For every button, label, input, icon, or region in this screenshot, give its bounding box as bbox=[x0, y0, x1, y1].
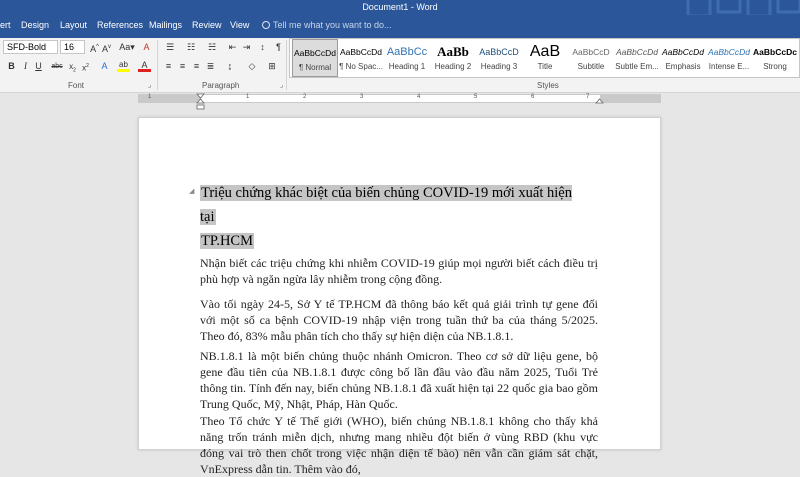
paragraph-4[interactable]: Theo Tổ chức Y tế Thế giới (WHO), biến chủng NB.1.8.1 không cho thấy khả năng trốn tránh miễn dịch, nhưng mang nhiều đột biến ở vùng RBD (khu vực đóng vai trò then chốt trong việc nhận diện tế bào) nên vẫn cần giám sát chặt, VnExpress dẫn tin. Thêm vào đó, bbox=[200, 414, 598, 476]
style-sample: AaB bbox=[529, 43, 561, 60]
sort-icon[interactable]: ↕ bbox=[260, 42, 265, 52]
font-name-box[interactable]: SFD-Bold bbox=[3, 40, 58, 54]
decrease-indent-icon[interactable]: ⇤ bbox=[228, 42, 237, 52]
tab-review[interactable]: Review bbox=[192, 20, 222, 30]
style-name: ¶ No Spac... bbox=[339, 62, 383, 71]
font-dialog-launcher-icon[interactable]: ⌟ bbox=[148, 82, 152, 89]
multilevel-list-icon[interactable]: ☵ bbox=[207, 42, 217, 52]
style-intense-emphasis[interactable] bbox=[706, 39, 752, 77]
style-heading-1[interactable] bbox=[384, 39, 430, 77]
font-size-box[interactable]: 16 bbox=[60, 40, 85, 54]
style-sample: AaBbCcD bbox=[479, 47, 519, 57]
tell-me-placeholder: Tell me what you want to do... bbox=[273, 20, 392, 30]
borders-icon[interactable]: ⊞ bbox=[268, 61, 276, 71]
center-icon[interactable]: ≡ bbox=[179, 61, 186, 71]
tell-me-box[interactable] bbox=[262, 20, 392, 30]
tab-references[interactable]: References bbox=[97, 20, 144, 30]
strikethrough-icon[interactable]: abc bbox=[51, 63, 63, 70]
ribbon-tab-bar bbox=[0, 15, 800, 38]
style-sample: AaBbCcDd bbox=[339, 47, 383, 57]
style-emphasis[interactable] bbox=[660, 39, 706, 77]
font-group-label: Font bbox=[68, 81, 85, 90]
justify-icon[interactable]: ≣ bbox=[206, 61, 215, 71]
style-strong[interactable] bbox=[752, 39, 798, 77]
tab-design[interactable]: Design bbox=[21, 20, 50, 30]
subscript-icon[interactable]: $x_2$ bbox=[69, 62, 76, 74]
ruler-number: 5 bbox=[474, 94, 478, 100]
increase-indent-icon[interactable]: ⇥ bbox=[242, 42, 251, 52]
style-name: Title bbox=[537, 62, 553, 71]
indent-marker-icon[interactable] bbox=[196, 94, 205, 110]
style-normal[interactable] bbox=[292, 39, 338, 77]
ruler-number: 4 bbox=[417, 94, 421, 100]
tab-view[interactable]: View bbox=[230, 20, 250, 30]
heading-line-2: TP.HCM bbox=[201, 233, 253, 249]
ruler-number: 2 bbox=[303, 94, 307, 100]
bullets-icon[interactable]: ☰ bbox=[165, 42, 175, 52]
collapse-heading-icon[interactable]: ◢ bbox=[189, 188, 195, 195]
lightbulb-icon bbox=[262, 21, 270, 29]
style-sample: AaBbCcDd bbox=[707, 47, 751, 57]
change-case-icon[interactable]: Aa▾ bbox=[119, 42, 135, 52]
style-heading-2[interactable] bbox=[430, 39, 476, 77]
title-bar bbox=[0, 0, 800, 15]
paragraph-2[interactable]: Vào tối ngày 24-5, Sở Y tế TP.HCM đã thông báo kết quả giải trình tự gene đối với một số ca bệnh COVID-19 nhập viện trong tuần thứ ba của tháng 5/2025. Theo đó, 83% mẫu phân tích cho thấy sự hiện diện của NB.1.8.1. bbox=[200, 297, 598, 343]
window-title: Document1 - Word bbox=[362, 2, 438, 12]
show-formatting-icon[interactable]: ¶ bbox=[276, 42, 281, 52]
ruler-number: 3 bbox=[360, 94, 364, 100]
style-sample: AaBbCcDd bbox=[293, 48, 337, 58]
paragraph-1[interactable]: Nhận biết các triệu chứng khi nhiễm COVID-19 giúp mọi người biết cách điều trị phù hợp và ngăn ngừa lây nhiễm trong cộng đồng. bbox=[200, 256, 598, 286]
heading-line-1: Triệu chứng khác biệt của biến chủng COVID-19 mới xuất hiện tại bbox=[200, 185, 572, 225]
underline-icon[interactable]: U bbox=[35, 61, 42, 71]
document-heading[interactable] bbox=[200, 181, 577, 253]
style-name: Heading 1 bbox=[388, 62, 426, 71]
style-name: Intense E... bbox=[708, 62, 750, 71]
style-sample: AaBbCcDd bbox=[661, 47, 705, 57]
ruler-number: 7 bbox=[586, 94, 590, 100]
line-spacing-icon[interactable]: ↨ bbox=[227, 61, 233, 71]
tab-mailings[interactable]: Mailings bbox=[149, 20, 183, 30]
style-subtitle[interactable] bbox=[568, 39, 614, 77]
ribbon bbox=[0, 38, 800, 93]
style-name: Heading 2 bbox=[434, 62, 472, 71]
superscript-icon[interactable]: $x^2$ bbox=[82, 63, 89, 73]
ruler-number: 6 bbox=[531, 94, 535, 100]
style-sample: AaBb bbox=[437, 44, 469, 59]
tab-layout[interactable]: Layout bbox=[60, 20, 88, 30]
style-sample: AaBbCcDc bbox=[753, 47, 797, 57]
style-sample: AaBbCc bbox=[386, 46, 428, 58]
numbering-icon[interactable]: ☷ bbox=[186, 42, 196, 52]
style-name: Heading 3 bbox=[480, 62, 518, 71]
ruler-right-margin bbox=[600, 95, 661, 102]
style-name: Subtitle bbox=[577, 62, 605, 71]
right-indent-marker-icon[interactable] bbox=[595, 96, 604, 104]
text-effects-icon[interactable]: A bbox=[101, 61, 108, 71]
style-heading-3[interactable] bbox=[476, 39, 522, 77]
ruler-number: 1 bbox=[246, 94, 250, 100]
style-sample: AaBbCcDd bbox=[615, 47, 659, 57]
style-name: Strong bbox=[763, 62, 787, 71]
style-no-spacing[interactable] bbox=[338, 39, 384, 77]
style-subtle-emphasis[interactable] bbox=[614, 39, 660, 77]
paragraph-dialog-launcher-icon[interactable]: ⌟ bbox=[280, 82, 284, 89]
align-right-icon[interactable]: ≡ bbox=[193, 61, 200, 71]
ruler-number: 1 bbox=[148, 94, 152, 100]
horizontal-ruler[interactable] bbox=[138, 94, 661, 103]
separator bbox=[286, 40, 287, 90]
clear-formatting-icon[interactable]: A bbox=[143, 42, 150, 52]
style-name: Subtle Em... bbox=[615, 62, 659, 71]
align-left-icon[interactable]: ≡ bbox=[165, 61, 172, 71]
separator bbox=[157, 40, 158, 90]
style-sample: AaBbCcD bbox=[572, 47, 610, 57]
grow-font-icon[interactable]: A^ bbox=[90, 44, 99, 54]
shrink-font-icon[interactable]: $A^v$ bbox=[101, 44, 111, 54]
shading-icon[interactable]: ◇ bbox=[248, 61, 256, 71]
style-title[interactable] bbox=[522, 39, 568, 77]
font-color-icon[interactable]: A bbox=[138, 60, 151, 72]
style-name: Emphasis bbox=[665, 62, 701, 71]
paragraph-group-label: Paragraph bbox=[202, 81, 240, 90]
styles-gallery bbox=[289, 38, 800, 78]
style-name: ¶ Normal bbox=[298, 63, 332, 72]
tab-insert[interactable]: ert bbox=[0, 20, 11, 30]
bold-icon[interactable]: B bbox=[8, 61, 15, 71]
styles-group-label: Styles bbox=[537, 81, 559, 90]
italic-icon[interactable]: I bbox=[24, 61, 27, 71]
highlight-icon[interactable]: ab bbox=[117, 60, 130, 72]
paragraph-3[interactable]: NB.1.8.1 là một biến chủng thuộc nhánh Omicron. Theo cơ sở dữ liệu gene, bộ gene đầu tiên của NB.1.8.1 được công bố lần đầu vào đầu năm 2025, Tuổi Trẻ thông tin. Tính đến nay, biến chủng NB.1.8.1 đã xuất hiện tại 22 quốc gia bao gồm Trung Quốc, Mỹ, Nhật, Pháp, Hàn Quốc. bbox=[200, 349, 598, 411]
document-page[interactable] bbox=[138, 117, 661, 476]
